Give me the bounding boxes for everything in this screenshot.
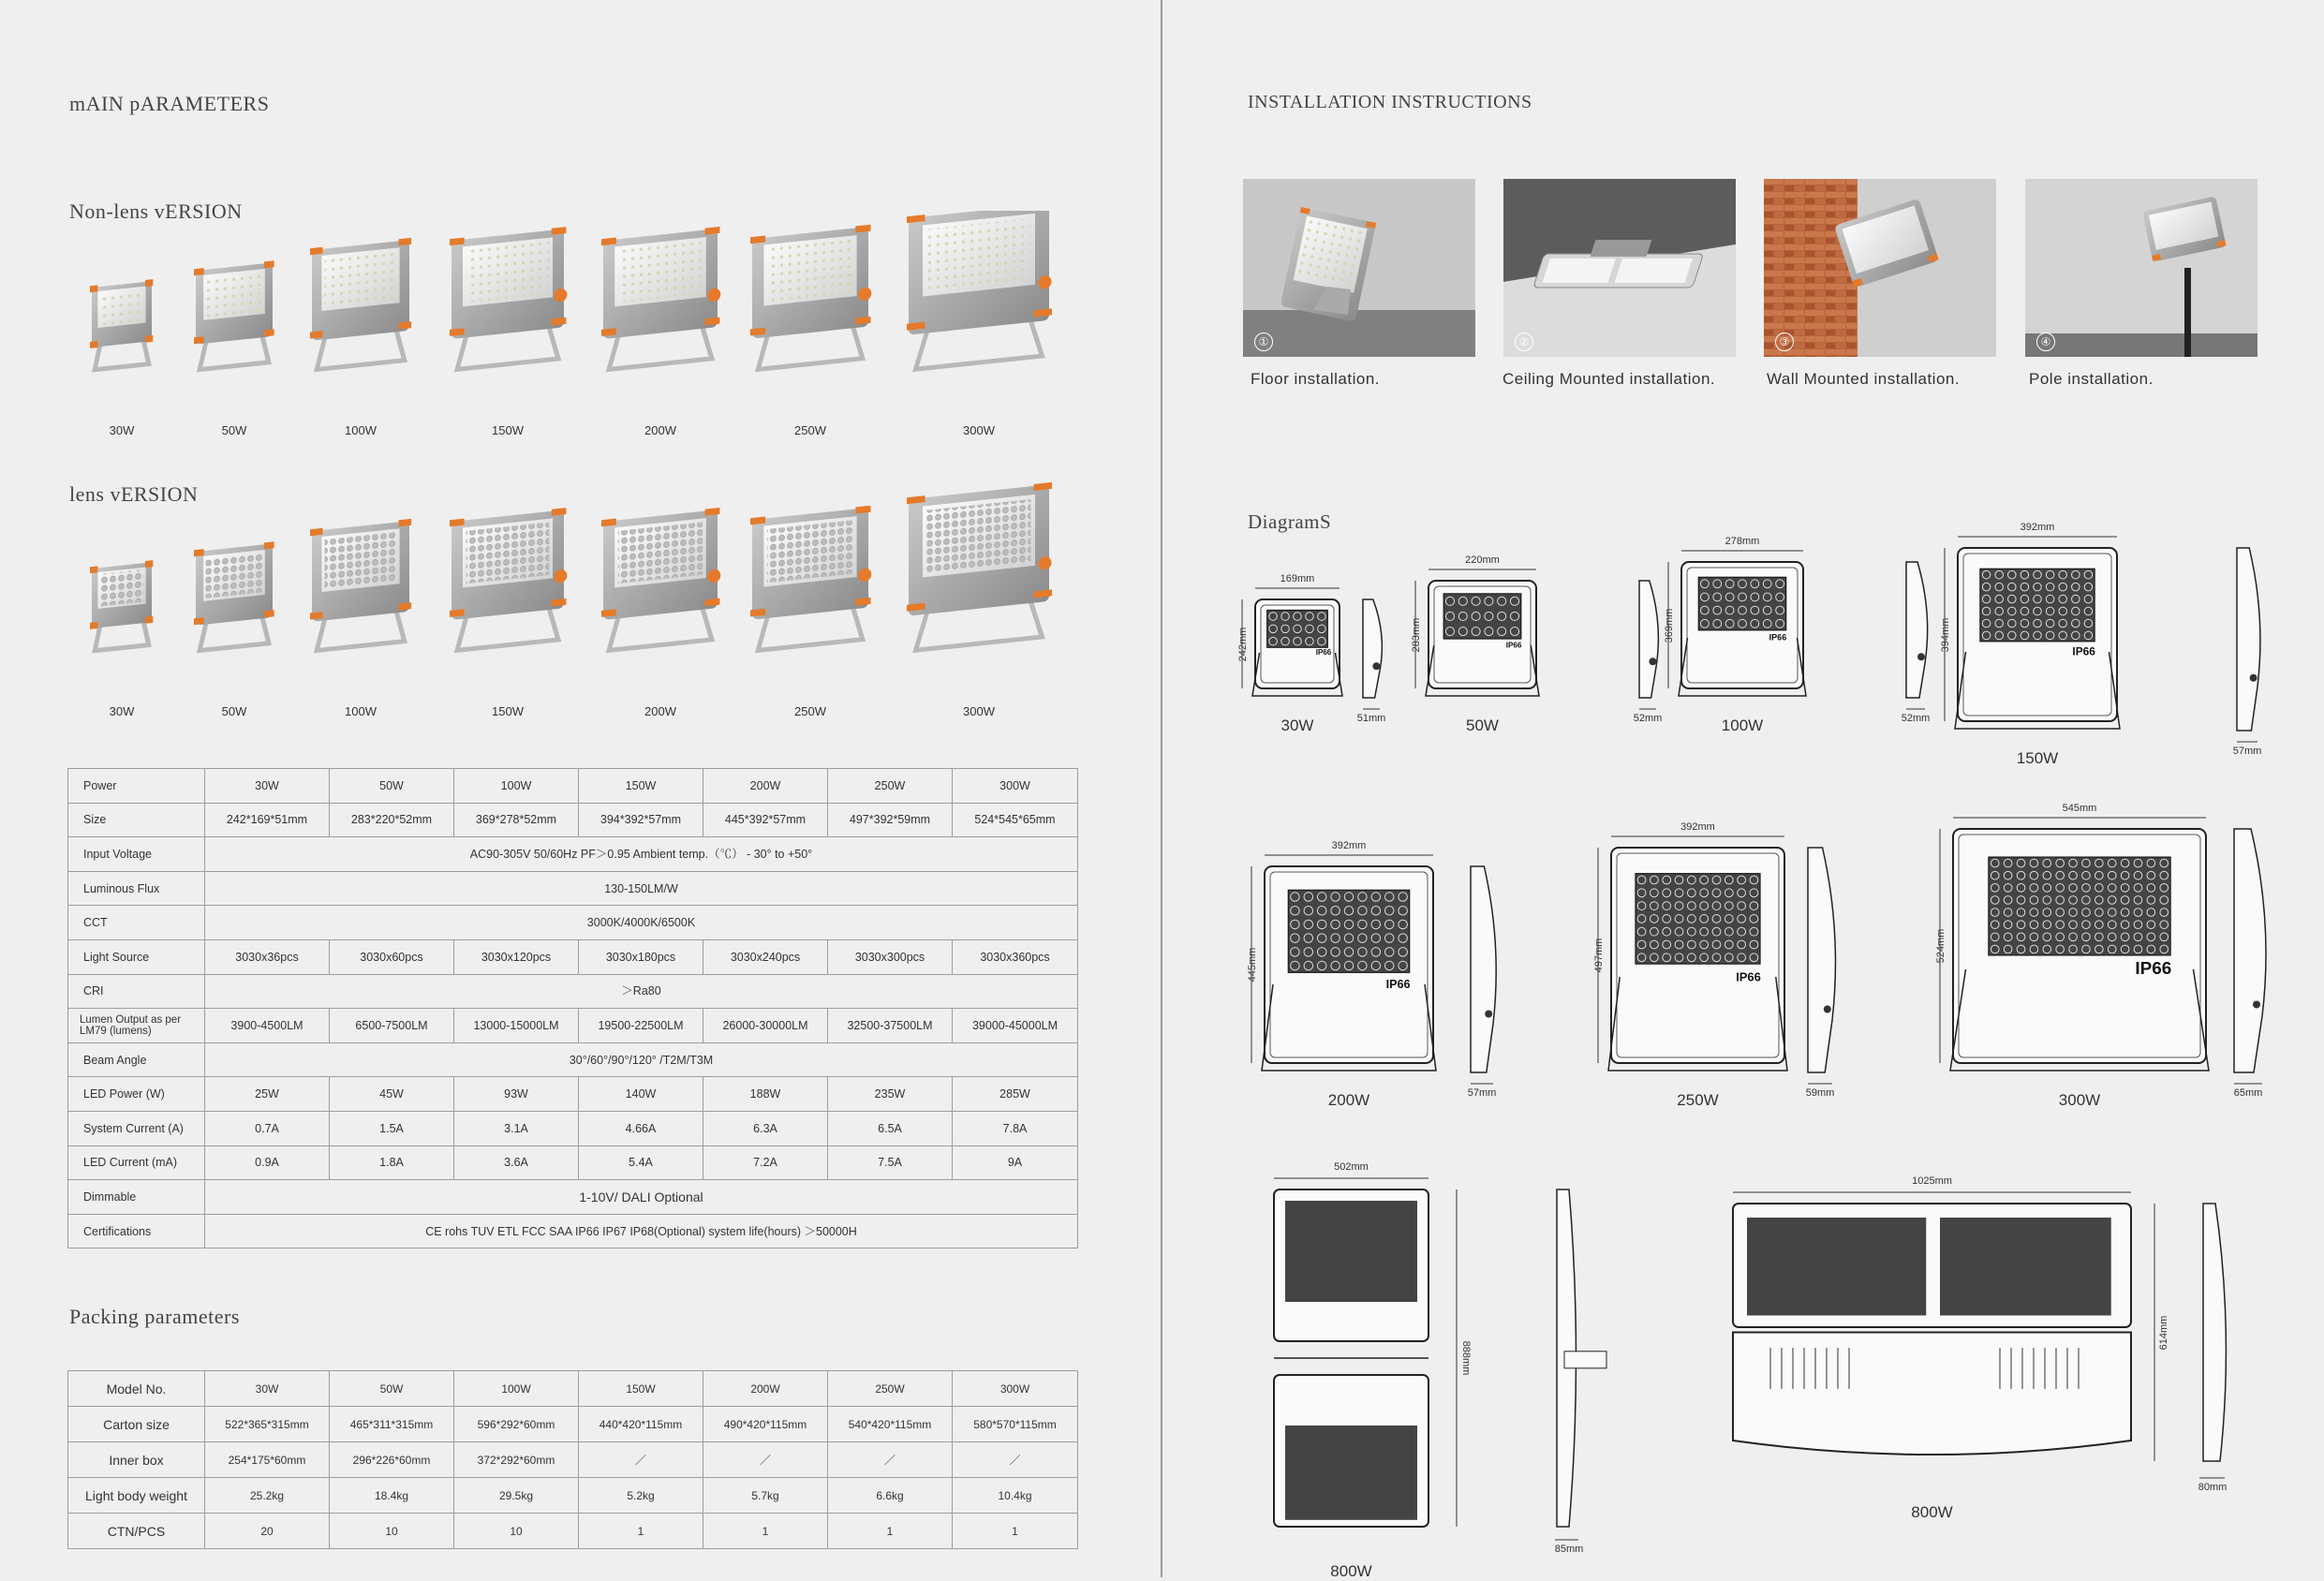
page-divider bbox=[1161, 0, 1162, 1577]
param-row-dimmable bbox=[68, 1180, 1078, 1215]
packing-value: 100W bbox=[454, 1371, 579, 1407]
diagram-height-label: 283mm bbox=[1411, 617, 1422, 652]
param-value: 93W bbox=[454, 1077, 579, 1112]
param-row-size bbox=[68, 803, 1078, 837]
param-value: 25W bbox=[205, 1077, 330, 1112]
floodlight-image bbox=[310, 519, 411, 651]
diagram-300w bbox=[1940, 818, 2266, 1084]
diagram-depth-label: 59mm bbox=[1805, 1087, 1835, 1099]
param-row-certifications bbox=[68, 1214, 1078, 1249]
diagram-power-label: 800W bbox=[1911, 1503, 1953, 1521]
param-value: 19500-22500LM bbox=[579, 1009, 703, 1043]
packing-value: 250W bbox=[828, 1371, 953, 1407]
param-value: 1.5A bbox=[330, 1111, 454, 1145]
diagram-50w bbox=[1415, 569, 1658, 709]
param-row-beam-angle bbox=[68, 1042, 1078, 1077]
packing-value: 10.4kg bbox=[953, 1478, 1078, 1514]
packing-row-ctn bbox=[68, 1514, 1078, 1549]
diagram-width-label: 278mm bbox=[1724, 536, 1760, 547]
diagram-height-label: 369mm bbox=[1664, 608, 1675, 643]
packing-value: ／ bbox=[579, 1442, 703, 1478]
param-value: 3030x60pcs bbox=[330, 939, 454, 974]
diagram-power-label: 300W bbox=[2058, 1091, 2101, 1109]
param-row-light-source bbox=[68, 939, 1078, 974]
packing-value: 29.5kg bbox=[454, 1478, 579, 1514]
svg-text:IP66: IP66 bbox=[2135, 959, 2172, 979]
diagram-width-label: 1025mm bbox=[1912, 1175, 1952, 1187]
packing-value: 150W bbox=[579, 1371, 703, 1407]
packing-label: Inner box bbox=[68, 1442, 205, 1478]
param-value: 3030x180pcs bbox=[579, 939, 703, 974]
param-value: 3.6A bbox=[454, 1145, 579, 1180]
param-label: Input Voltage bbox=[68, 837, 205, 872]
floodlight-image bbox=[601, 227, 720, 370]
param-label: Light Source bbox=[68, 939, 205, 974]
diagram-800w-horizontal bbox=[1733, 1192, 2226, 1478]
product-label: 150W bbox=[492, 423, 524, 437]
product-label: 250W bbox=[794, 423, 826, 437]
diagram-depth-label: 57mm bbox=[1467, 1087, 1497, 1099]
param-value: 30°/60°/90°/120° /T2M/T3M bbox=[205, 1042, 1078, 1077]
packing-value: 300W bbox=[953, 1371, 1078, 1407]
diagram-power-label: 100W bbox=[1721, 717, 1764, 734]
diagram-width-label: 392mm bbox=[2020, 522, 2055, 533]
param-row-luminous-flux bbox=[68, 871, 1078, 906]
diagram-height-label: 614mm bbox=[2158, 1315, 2169, 1350]
floodlight-image bbox=[310, 238, 411, 370]
packing-value: 20 bbox=[205, 1514, 330, 1549]
wall-install-caption: Wall Mounted installation. bbox=[1767, 370, 1961, 388]
param-value: 45W bbox=[330, 1077, 454, 1112]
packing-value: 522*365*315mm bbox=[205, 1407, 330, 1442]
param-value: 100W bbox=[454, 769, 579, 804]
packing-value: 580*570*115mm bbox=[953, 1407, 1078, 1442]
diagram-30w bbox=[1242, 588, 1382, 709]
param-value: 9A bbox=[953, 1145, 1078, 1180]
param-value: 3900-4500LM bbox=[205, 1009, 330, 1043]
diagram-height-label: 242mm bbox=[1237, 627, 1249, 661]
floodlight-image bbox=[90, 560, 153, 651]
packing-value: 25.2kg bbox=[205, 1478, 330, 1514]
packing-value: 440*420*115mm bbox=[579, 1407, 703, 1442]
param-label: CRI bbox=[68, 974, 205, 1009]
diagram-height-label: 497mm bbox=[1593, 938, 1605, 973]
diagram-depth-label: 51mm bbox=[1356, 713, 1386, 724]
product-label: 300W bbox=[963, 423, 995, 437]
diagram-power-label: 200W bbox=[1327, 1091, 1370, 1109]
param-value: 0.7A bbox=[205, 1111, 330, 1145]
param-value: 7.8A bbox=[953, 1111, 1078, 1145]
packing-row-inner bbox=[68, 1442, 1078, 1478]
product-label: 50W bbox=[221, 704, 247, 718]
param-label: LED Current (mA) bbox=[68, 1145, 205, 1180]
param-value: 39000-45000LM bbox=[953, 1009, 1078, 1043]
diagram-height-label: 524mm bbox=[1935, 928, 1947, 964]
packing-label: Carton size bbox=[68, 1407, 205, 1442]
nonlens-version-title: Non-lens vERSION bbox=[69, 199, 243, 223]
diagram-100w bbox=[1668, 551, 1928, 709]
diagram-depth-label: 52mm bbox=[1633, 713, 1663, 724]
param-value: 200W bbox=[703, 769, 828, 804]
param-value: 285W bbox=[953, 1077, 1078, 1112]
param-value: 0.9A bbox=[205, 1145, 330, 1180]
packing-value: 596*292*60mm bbox=[454, 1407, 579, 1442]
param-value: 6500-7500LM bbox=[330, 1009, 454, 1043]
param-row-lumen-output bbox=[68, 1009, 1078, 1043]
param-row-input-voltage bbox=[68, 837, 1078, 872]
svg-text:IP66: IP66 bbox=[1385, 978, 1411, 992]
wall-install-photo bbox=[1764, 179, 1996, 357]
product-label: 100W bbox=[345, 423, 377, 437]
param-value: 7.5A bbox=[828, 1145, 953, 1180]
product-label: 300W bbox=[963, 704, 995, 718]
svg-text:IP66: IP66 bbox=[1736, 969, 1761, 984]
param-value: 242*169*51mm bbox=[205, 803, 330, 837]
product-label: 150W bbox=[492, 704, 524, 718]
param-value: 394*392*57mm bbox=[579, 803, 703, 837]
packing-value: 30W bbox=[205, 1371, 330, 1407]
floor-install-caption: Floor installation. bbox=[1251, 370, 1381, 388]
param-label: Size bbox=[68, 803, 205, 837]
param-value: 445*392*57mm bbox=[703, 803, 828, 837]
product-label: 30W bbox=[109, 704, 135, 718]
floodlight-image bbox=[907, 211, 1052, 370]
param-value: 32500-37500LM bbox=[828, 1009, 953, 1043]
packing-value: 1 bbox=[703, 1514, 828, 1549]
param-value: 7.2A bbox=[703, 1145, 828, 1180]
diagram-800w-vertical bbox=[1274, 1178, 1606, 1540]
floodlight-image bbox=[194, 541, 274, 651]
parameters-table bbox=[67, 768, 1078, 1249]
pole-install-caption: Pole installation. bbox=[2029, 370, 2154, 388]
svg-text:IP66: IP66 bbox=[1315, 647, 1332, 657]
param-label: LED Power (W) bbox=[68, 1077, 205, 1112]
svg-text:IP66: IP66 bbox=[2072, 644, 2095, 658]
param-value: 3030x120pcs bbox=[454, 939, 579, 974]
param-value: ＞Ra80 bbox=[205, 974, 1078, 1009]
svg-text:IP66: IP66 bbox=[1505, 641, 1522, 650]
param-row-header bbox=[68, 769, 1078, 804]
diagram-depth-label: 52mm bbox=[1901, 713, 1931, 724]
param-label: Luminous Flux bbox=[68, 871, 205, 906]
step-2-number: ② bbox=[1515, 332, 1533, 351]
param-row-system-current bbox=[68, 1111, 1078, 1145]
param-value: 13000-15000LM bbox=[454, 1009, 579, 1043]
diagram-depth-label: 65mm bbox=[2233, 1087, 2263, 1099]
packing-value: 18.4kg bbox=[330, 1478, 454, 1514]
diagram-width-label: 169mm bbox=[1280, 573, 1315, 584]
param-value: 130-150LM/W bbox=[205, 871, 1078, 906]
packing-label: Light body weight bbox=[68, 1478, 205, 1514]
param-value: 235W bbox=[828, 1077, 953, 1112]
installation-title: INSTALLATION INSTRUCTIONS bbox=[1248, 92, 1532, 112]
param-value: 524*545*65mm bbox=[953, 803, 1078, 837]
floodlight-image bbox=[601, 508, 720, 651]
param-value: 300W bbox=[953, 769, 1078, 804]
param-value: 150W bbox=[579, 769, 703, 804]
packing-value: 490*420*115mm bbox=[703, 1407, 828, 1442]
param-value: 3030x300pcs bbox=[828, 939, 953, 974]
lens-version-title: lens vERSION bbox=[69, 482, 199, 506]
param-value: 26000-30000LM bbox=[703, 1009, 828, 1043]
param-value: 283*220*52mm bbox=[330, 803, 454, 837]
packing-value: 1 bbox=[828, 1514, 953, 1549]
diagram-height-label: 394mm bbox=[1940, 617, 1951, 652]
diagram-power-label: 250W bbox=[1677, 1091, 1719, 1109]
floodlight-image bbox=[90, 279, 153, 370]
packing-value: 5.2kg bbox=[579, 1478, 703, 1514]
diagram-150w bbox=[1945, 537, 2260, 742]
param-row-led-power bbox=[68, 1077, 1078, 1112]
param-row-cct bbox=[68, 906, 1078, 940]
param-label: Beam Angle bbox=[68, 1042, 205, 1077]
packing-value: 254*175*60mm bbox=[205, 1442, 330, 1478]
param-value: 3030x36pcs bbox=[205, 939, 330, 974]
diagram-power-label: 30W bbox=[1280, 717, 1314, 734]
param-value: 250W bbox=[828, 769, 953, 804]
packing-parameters-title: Packing parameters bbox=[69, 1305, 240, 1328]
param-value: 1.8A bbox=[330, 1145, 454, 1180]
param-row-led-current bbox=[68, 1145, 1078, 1180]
param-value: 140W bbox=[579, 1077, 703, 1112]
param-value: AC90-305V 50/60Hz PF＞0.95 Ambient temp.（℃） - 30° to +50° bbox=[205, 837, 1078, 872]
param-label: System Current (A) bbox=[68, 1111, 205, 1145]
diagram-depth-label: 80mm bbox=[2198, 1482, 2228, 1493]
product-label: 50W bbox=[221, 423, 247, 437]
param-value: 30W bbox=[205, 769, 330, 804]
param-value: 5.4A bbox=[579, 1145, 703, 1180]
packing-value: 10 bbox=[330, 1514, 454, 1549]
param-value: 3030x240pcs bbox=[703, 939, 828, 974]
floodlight-image bbox=[450, 508, 567, 651]
floor-install-photo bbox=[1243, 179, 1475, 357]
diagram-power-label: 150W bbox=[2016, 749, 2059, 767]
param-row-cri bbox=[68, 974, 1078, 1009]
product-label: 200W bbox=[644, 423, 676, 437]
packing-label: CTN/PCS bbox=[68, 1514, 205, 1549]
pole-install-photo bbox=[2025, 179, 2257, 357]
packing-value: 540*420*115mm bbox=[828, 1407, 953, 1442]
param-value: 50W bbox=[330, 769, 454, 804]
diagrams-title: DiagramS bbox=[1248, 510, 1332, 533]
param-value: 6.5A bbox=[828, 1111, 953, 1145]
packing-row-weight bbox=[68, 1478, 1078, 1514]
product-label: 250W bbox=[794, 704, 826, 718]
param-value: 369*278*52mm bbox=[454, 803, 579, 837]
param-value: 3000K/4000K/6500K bbox=[205, 906, 1078, 940]
packing-value: 372*292*60mm bbox=[454, 1442, 579, 1478]
param-label: Lumen Output as per LM79 (lumens) bbox=[68, 1009, 205, 1043]
product-label: 30W bbox=[109, 423, 135, 437]
step-4-number: ④ bbox=[2036, 332, 2055, 351]
packing-value: ／ bbox=[703, 1442, 828, 1478]
floodlight-image bbox=[450, 227, 567, 370]
param-label: CCT bbox=[68, 906, 205, 940]
packing-value: 1 bbox=[953, 1514, 1078, 1549]
param-value: 4.66A bbox=[579, 1111, 703, 1145]
param-label: Certifications bbox=[68, 1214, 205, 1249]
packing-value: 5.7kg bbox=[703, 1478, 828, 1514]
diagram-height-label: 888mm bbox=[1460, 1340, 1472, 1376]
packing-table bbox=[67, 1370, 1078, 1549]
packing-label: Model No. bbox=[68, 1371, 205, 1407]
param-value: 3.1A bbox=[454, 1111, 579, 1145]
diagram-power-label: 800W bbox=[1330, 1562, 1372, 1580]
step-1-number: ① bbox=[1254, 332, 1273, 351]
floodlight-image bbox=[907, 482, 1052, 651]
param-value: 497*392*59mm bbox=[828, 803, 953, 837]
product-row-lens bbox=[90, 482, 1052, 651]
param-label: Dimmable bbox=[68, 1180, 205, 1215]
param-value: CE rohs TUV ETL FCC SAA IP66 IP67 IP68(Optional) system life(hours) ＞50000H bbox=[205, 1214, 1078, 1249]
packing-value: 465*311*315mm bbox=[330, 1407, 454, 1442]
product-label: 200W bbox=[644, 704, 676, 718]
packing-value: 296*226*60mm bbox=[330, 1442, 454, 1478]
floodlight-image bbox=[750, 506, 871, 652]
main-parameters-title: mAIN pARAMETERS bbox=[69, 92, 270, 115]
diagram-depth-label: 85mm bbox=[1554, 1544, 1584, 1555]
diagram-250w bbox=[1598, 836, 1835, 1084]
product-label: 100W bbox=[345, 704, 377, 718]
param-value: 1-10V/ DALI Optional bbox=[205, 1180, 1078, 1215]
diagram-depth-label: 57mm bbox=[2232, 746, 2262, 757]
ceiling-install-caption: Ceiling Mounted installation. bbox=[1502, 370, 1716, 388]
diagram-width-label: 392mm bbox=[1680, 821, 1715, 833]
diagram-width-label: 220mm bbox=[1465, 554, 1500, 566]
packing-value: ／ bbox=[828, 1442, 953, 1478]
diagram-power-label: 50W bbox=[1466, 717, 1499, 734]
packing-row-model bbox=[68, 1371, 1078, 1407]
diagram-width-label: 545mm bbox=[2062, 803, 2097, 814]
svg-text:IP66: IP66 bbox=[1769, 632, 1787, 643]
step-3-number: ③ bbox=[1775, 332, 1794, 351]
floodlight-image bbox=[194, 260, 274, 370]
floodlight-image bbox=[750, 225, 871, 371]
diagram-width-label: 502mm bbox=[1334, 1161, 1369, 1173]
param-value: 6.3A bbox=[703, 1111, 828, 1145]
packing-value: 1 bbox=[579, 1514, 703, 1549]
diagram-width-label: 392mm bbox=[1331, 840, 1367, 851]
param-label: Power bbox=[68, 769, 205, 804]
packing-value: 200W bbox=[703, 1371, 828, 1407]
param-value: 188W bbox=[703, 1077, 828, 1112]
packing-row-carton bbox=[68, 1407, 1078, 1442]
diagram-height-label: 445mm bbox=[1247, 947, 1258, 983]
product-images bbox=[56, 211, 1068, 717]
packing-value: 50W bbox=[330, 1371, 454, 1407]
param-value: 3030x360pcs bbox=[953, 939, 1078, 974]
product-row-nonlens bbox=[90, 211, 1052, 370]
packing-value: 6.6kg bbox=[828, 1478, 953, 1514]
dimension-diagrams bbox=[1208, 525, 2324, 1577]
packing-value: ／ bbox=[953, 1442, 1078, 1478]
diagram-200w bbox=[1251, 855, 1496, 1084]
packing-value: 10 bbox=[454, 1514, 579, 1549]
ceiling-install-photo bbox=[1503, 179, 1736, 357]
